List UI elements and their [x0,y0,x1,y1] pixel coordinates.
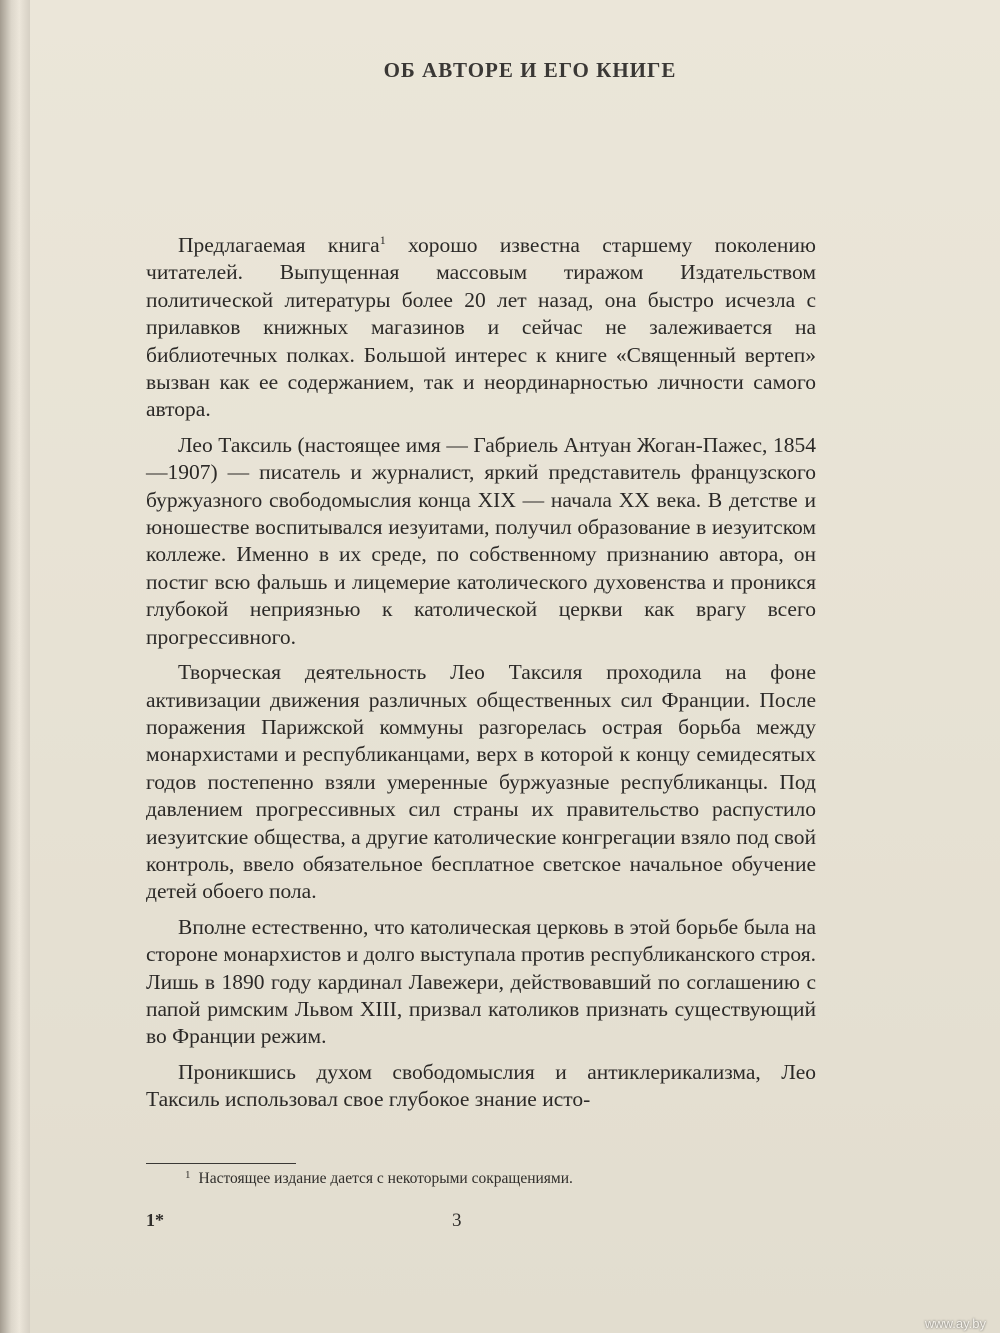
footnote [185,1170,573,1188]
paragraph-1-rest: хорошо известна старшему поколению читателей. Выпущенная массовым тиражом Издательством политической литературы более 20 лет назад, она быстро исчезла с прилавков книжных магазинов и сейчас не залеживается на библиотечных полках. Большой интерес к книге «Священный вертеп» вызван как ее содержанием, так и неординарностью личности самого автора. [146,233,816,422]
book-edge [0,0,32,1333]
paragraph-1-start: Предлагаемая книга [178,233,380,257]
book-page [30,0,1000,1333]
paragraph-5: Проникшись духом свободомыслия и антиклерикализма, Лео Таксиль использовал свое глубокое знание исто- [146,1059,816,1112]
paragraph-3: Творческая деятельность Лео Таксиля проходила на фоне активизации движения различных общественных сил Франции. После поражения Парижской коммуны разгорелась острая борьба между монархистами и республиканцами, верх в которой к концу семидесятых годов постепенно взяли умеренные буржуазные республиканцы. Под давлением прогрессивных сил страны их правительство распустило иезуитские общества, а другие католические конгрегации взяло под свой контроль, ввело обязательное бесплатное светское начальное обучение детей обоего пола. [146,660,816,904]
watermark: www.ay.by [924,1316,986,1331]
page-title: ОБ АВТОРЕ И ЕГО КНИГЕ [383,58,677,82]
paragraph-1 [146,232,816,424]
printer-signature: 1* [146,1210,164,1230]
paragraph-4: Вполне естественно, что католическая церковь в этой борьбе была на стороне монархистов и долго выступала против республиканского строя. Лишь в 1890 году кардинал Лавежери, действовавший по соглашению с папой римским Львом XIII, призвал католиков признать существующий во Франции режим. [146,914,816,1049]
body-text [146,232,816,1114]
footnote-marker: 1 [379,232,386,247]
page-number: 3 [452,1210,462,1231]
footnote-number: 1 [185,1169,191,1181]
footnote-text: Настоящее издание дается с некоторыми сокращениями. [198,1170,573,1187]
paragraph-2: Лео Таксиль (настоящее имя — Габриель Антуан Жоган-Пажес, 1854—1907) — писатель и журналист, яркий представитель французского буржуазного свободомыслия конца XIX — начала XX века. В детстве и юношестве воспитывался иезуитами, получил образование в иезуитском коллеже. Именно в их среде, по собственному признанию автора, он постиг всю фальшь и лицемерие католического духовенства и проникся глубокой неприязнью к католической церкви как врагу всего прогрессивного. [146,432,816,649]
footnote-divider [146,1163,296,1164]
